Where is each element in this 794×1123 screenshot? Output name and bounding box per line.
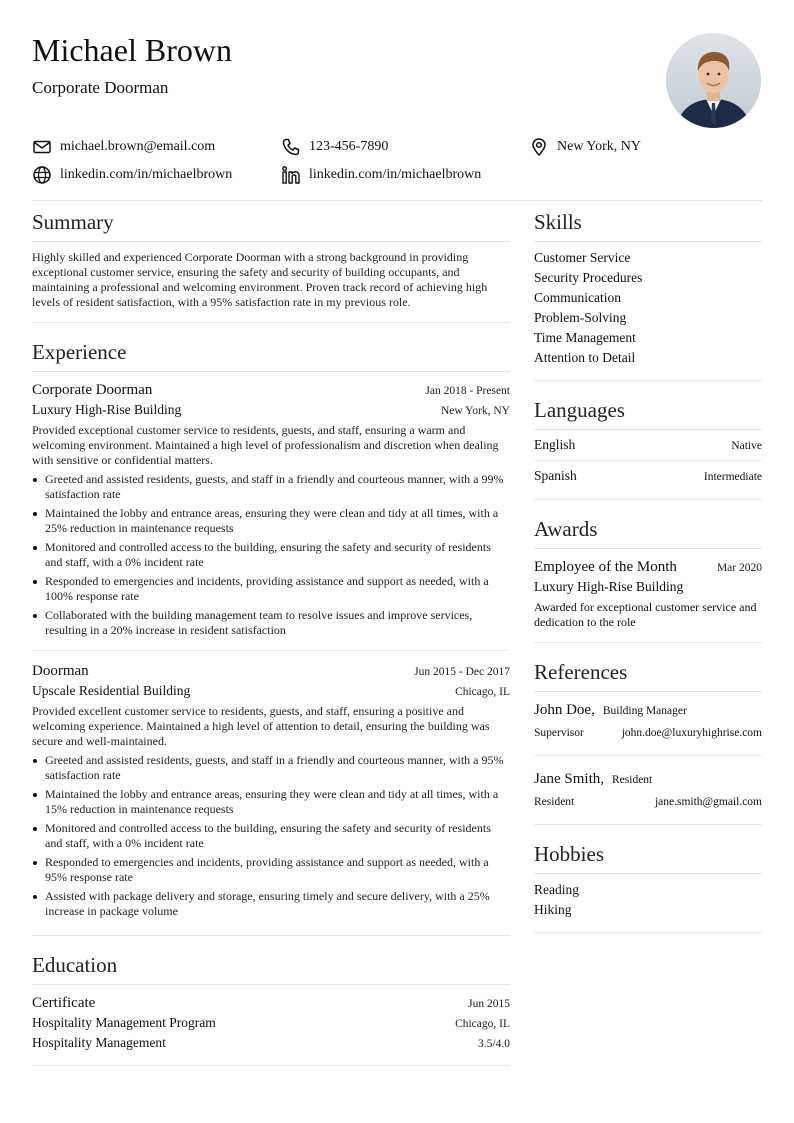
contact-phone[interactable]: [281, 137, 388, 157]
candidate-title: Corporate Doorman: [32, 78, 169, 97]
hobbies-heading: Hobbies: [534, 833, 762, 874]
reference-relation: Resident: [534, 796, 575, 808]
references-heading: References: [534, 651, 762, 692]
reference-position: Resident: [612, 774, 653, 786]
map-pin-icon: [529, 137, 549, 157]
job-achievements: [32, 753, 510, 919]
skill-item: Attention to Detail: [534, 350, 636, 365]
achievement-item: Assisted with package delivery and storage, ensuring timely and secure delivery, with a 25% increase in package volume: [32, 889, 510, 919]
summary-heading: Summary: [32, 201, 510, 242]
linkedin-icon: [281, 165, 301, 185]
reference-relation: Supervisor: [534, 727, 584, 739]
job-description: Provided excellent customer service to residents, guests, and staff, ensuring a positive and welcoming experience. Maintained a high level of attention to detail, ensuring the building was secure and well-maintained.: [32, 704, 490, 748]
job-dates: Jun 2015 - Dec 2017: [414, 666, 510, 678]
languages-section: [534, 389, 762, 500]
language-name: Spanish: [534, 468, 577, 483]
achievement-item: Responded to emergencies and incidents, providing assistance and support as needed, with a 95% response rate: [32, 855, 510, 885]
summary-text: Highly skilled and experienced Corporate Doorman with a strong background in providing exceptional customer service, ensuring the safety and security of building occupants, and maintaining a professional and welcoming environment. Proven track record of achieving high levels of resident satisfaction, with a 95% satisfaction rate in my previous role.: [32, 250, 488, 309]
summary-section: [32, 201, 510, 323]
achievement-item: Monitored and controlled access to the building, ensuring the safety and security of residents and staff, with a 0% incident rate: [32, 821, 510, 851]
achievement-item: Maintained the lobby and entrance areas, ensuring they were clean and tidy at all times, with a 15% reduction in maintenance requests: [32, 787, 510, 817]
award-organization: Luxury High-Rise Building: [534, 579, 684, 594]
mail-icon: [32, 137, 52, 157]
education-program: Hospitality Management Program: [32, 1015, 216, 1030]
linkedin-text: linkedin.com/in/michaelbrown: [309, 167, 482, 182]
skills-heading: Skills: [534, 201, 762, 242]
language-level: Native: [731, 440, 762, 452]
job-dates: Jan 2018 - Present: [425, 385, 510, 397]
achievement-item: Responded to emergencies and incidents, providing assistance and support as needed, with a 100% response rate: [32, 574, 510, 604]
reference-name: John Doe,: [534, 702, 595, 718]
job-role: Corporate Doorman: [32, 382, 153, 398]
education-location: Chicago, IL: [455, 1018, 510, 1030]
skill-item: Time Management: [534, 330, 636, 345]
award-description: Awarded for exceptional customer service and dedication to the role: [534, 600, 757, 629]
hobbies-section: [534, 833, 762, 933]
education-field: Hospitality Management: [32, 1035, 166, 1050]
phone-text: 123-456-7890: [309, 139, 389, 154]
achievement-item: Greeted and assisted residents, guests, and staff in a friendly and courteous manner, with a 99% satisfaction rate: [32, 472, 510, 502]
education-gpa: 3.5/4.0: [478, 1038, 510, 1050]
language-level: Intermediate: [703, 471, 762, 483]
award-title: Employee of the Month: [534, 559, 677, 575]
education-section: [32, 944, 510, 1066]
references-section: [534, 651, 762, 825]
job-role: Doorman: [32, 663, 89, 679]
experience-heading: Experience: [32, 331, 510, 372]
awards-heading: Awards: [534, 508, 762, 549]
skill-item: Security Procedures: [534, 270, 643, 285]
skill-item: Communication: [534, 290, 621, 305]
job-organization: Upscale Residential Building: [32, 683, 191, 698]
reference-email[interactable]: jane.smith@gmail.com: [654, 796, 762, 808]
skill-item: Customer Service: [534, 250, 631, 265]
contact-website[interactable]: [32, 165, 232, 185]
candidate-name: Michael Brown: [32, 32, 232, 68]
achievement-item: Greeted and assisted residents, guests, and staff in a friendly and courteous manner, with a 95% satisfaction rate: [32, 753, 510, 783]
reference-position: Building Manager: [602, 705, 687, 717]
hobby-item: Hiking: [534, 902, 572, 917]
job-location: Chicago, IL: [455, 686, 510, 698]
left-column: [32, 201, 510, 1066]
language-name: English: [534, 437, 576, 452]
language-row: [534, 460, 762, 491]
reference-entry: [534, 696, 762, 755]
job-location: New York, NY: [440, 405, 510, 417]
right-column: [534, 201, 762, 933]
email-text: michael.brown@email.com: [60, 139, 216, 154]
education-date: Jun 2015: [468, 998, 510, 1010]
skills-section: [534, 201, 762, 381]
experience-section: [32, 331, 510, 936]
education-heading: Education: [32, 944, 510, 985]
reference-email[interactable]: john.doe@luxuryhighrise.com: [621, 727, 762, 739]
hobby-item: Reading: [534, 882, 579, 897]
job-achievements: [32, 472, 510, 638]
reference-entry: [534, 755, 762, 824]
reference-name: Jane Smith,: [534, 771, 604, 787]
experience-entry: [32, 650, 510, 919]
website-text: linkedin.com/in/michaelbrown: [60, 167, 233, 182]
achievement-item: Monitored and controlled access to the building, ensuring the safety and security of residents and staff, with a 0% incident rate: [32, 540, 510, 570]
profile-photo: [666, 33, 761, 128]
awards-section: [534, 508, 762, 643]
language-row: [534, 432, 762, 460]
phone-icon: [281, 137, 301, 157]
languages-heading: Languages: [534, 389, 762, 430]
job-organization: Luxury High-Rise Building: [32, 402, 182, 417]
location-text: New York, NY: [557, 139, 642, 154]
skill-item: Problem-Solving: [534, 310, 627, 325]
contact-email[interactable]: [32, 137, 215, 157]
achievement-item: Collaborated with the building management team to resolve issues and improve services, resulting in a 20% increase in resident satisfaction: [32, 608, 510, 638]
job-description: Provided exceptional customer service to residents, guests, and staff, ensuring a warm and welcoming environment. Maintained a high level of professionalism and discretion when dealing with sensitive or confidential matters.: [32, 423, 499, 467]
experience-entry: [32, 372, 510, 638]
contact-location: [529, 137, 641, 157]
achievement-item: Maintained the lobby and entrance areas, ensuring they were clean and tidy at all times, with a 25% reduction in maintenance requests: [32, 506, 510, 536]
contact-linkedin[interactable]: [281, 165, 481, 185]
award-date: Mar 2020: [716, 562, 762, 574]
globe-icon: [32, 165, 52, 185]
education-degree: Certificate: [32, 995, 96, 1011]
